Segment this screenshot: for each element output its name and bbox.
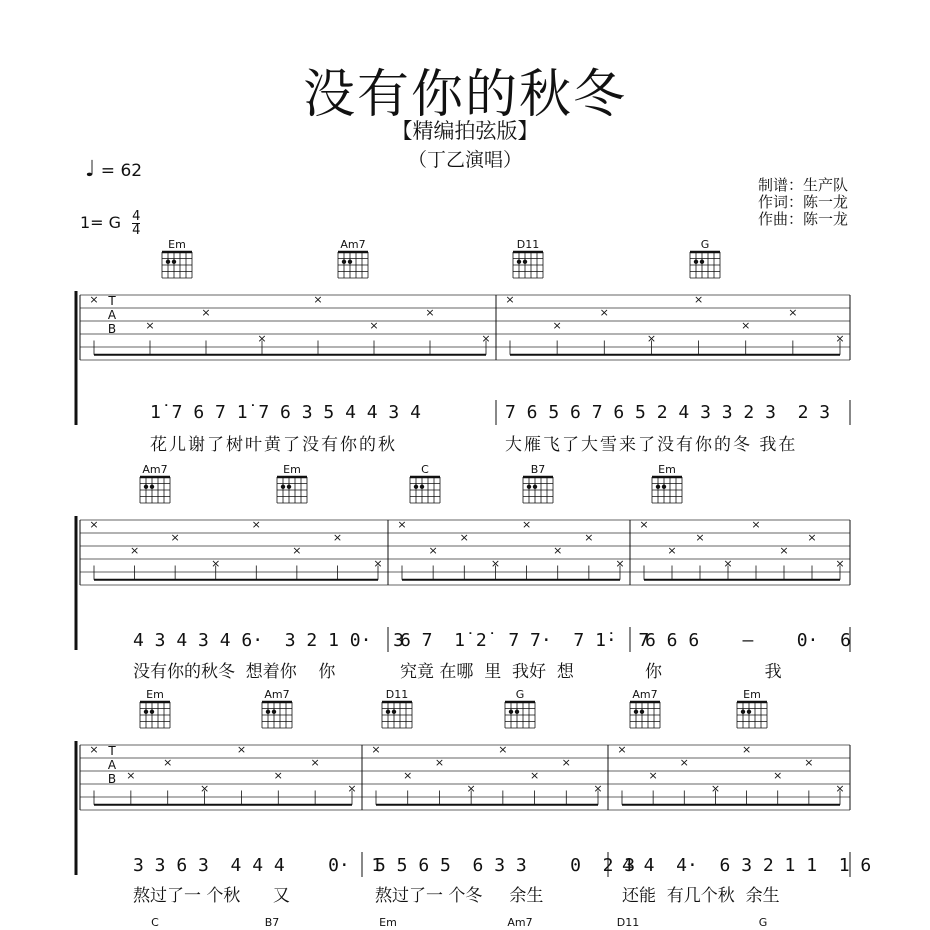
tab-x-note: × (710, 782, 721, 795)
chord-name: G (515, 688, 525, 701)
tab-x-note: × (428, 544, 438, 557)
tab-x-note: × (397, 518, 407, 531)
time-bottom: 4 (132, 223, 141, 238)
chord-name: Am7 (632, 688, 658, 701)
tab-x-note: × (646, 332, 657, 345)
chord-dot (634, 710, 638, 714)
chord-name: Em (283, 463, 301, 476)
chord-name: C (421, 463, 429, 476)
chord-dot (150, 485, 154, 489)
chord-name: D11 (385, 688, 409, 701)
chord-name: B7 (530, 463, 546, 476)
chord-dot (523, 260, 527, 264)
tab-x-note: × (310, 756, 320, 769)
tab-x-note: × (695, 531, 705, 544)
tab-x-note: × (89, 518, 99, 531)
chord-dot (348, 260, 352, 264)
jianpu-line-2c: 6 6 6 — 0· 6 (645, 630, 851, 651)
tab-x-note: × (648, 769, 658, 782)
tab-x-note: × (773, 769, 783, 782)
tab-x-note: × (779, 544, 789, 557)
song-title: 没有你的秋冬 (302, 65, 627, 125)
tab-x-note: × (371, 743, 381, 756)
lyric-line-1b: 大雁飞了大雪来了没有你的冬 我在 (505, 435, 798, 455)
tab-letter: B (107, 772, 117, 786)
tab-x-note: × (163, 756, 173, 769)
chord-name: Am7 (264, 688, 290, 701)
tab-x-note: × (170, 531, 180, 544)
chord-name-bottom: Em (379, 916, 397, 929)
chord-name: Em (168, 238, 186, 251)
tempo-value: = 62 (100, 161, 143, 181)
tab-x-note: × (807, 531, 817, 544)
chord-dot (533, 485, 537, 489)
tab-letter: T (108, 744, 116, 758)
lyric-line-1a: 花儿谢了树叶黄了没有你的秋 (150, 435, 397, 455)
tab-x-note: × (369, 319, 379, 332)
tab-x-note: × (490, 557, 501, 570)
tab-x-note: × (639, 518, 649, 531)
tab-x-note: × (498, 743, 508, 756)
key-value: 1= G (80, 213, 122, 232)
tab-x-note: × (788, 306, 798, 319)
credit-arranger: 制谱：生产队 (757, 176, 848, 194)
lyric-line-3a: 熬过了一 个秋 又 (133, 886, 290, 906)
chord-dot (287, 485, 291, 489)
chord-name: D11 (516, 238, 540, 251)
tab-x-note: × (561, 756, 571, 769)
jianpu-line-2b: 6 7 1̇ 2̇ 7 7· 7 1̇· 7 (400, 630, 650, 651)
chord-dot (414, 485, 418, 489)
tab-x-note: × (553, 544, 563, 557)
tab-x-note: × (145, 319, 155, 332)
chord-name-bottom: G (758, 916, 768, 929)
tab-x-note: × (521, 518, 532, 531)
tab-x-note: × (593, 782, 603, 795)
jianpu-line-1b: 7 6 5 6 7 6 5 2 4 3 3 2 3 2 3 (505, 402, 831, 423)
chord-name-bottom: Am7 (507, 916, 533, 929)
chord-name-bottom: D11 (616, 916, 640, 929)
lyric-line-2b: 究竟 在哪 里 我好 想 (400, 662, 574, 682)
tab-x-note: × (201, 306, 211, 319)
tab-x-note: × (599, 306, 609, 319)
chord-dot (144, 710, 148, 714)
tab-x-note: × (313, 293, 323, 306)
tab-x-note: × (741, 319, 751, 332)
chord-name: Am7 (340, 238, 366, 251)
tab-letter: A (107, 308, 117, 322)
chord-dot (694, 260, 698, 264)
tab-x-note: × (211, 557, 221, 570)
jianpu-line-1a: 1̇ 7 6 7 1̇ 7 6 3 5 4 4 3 4 (150, 402, 421, 423)
chord-name-bottom: B7 (264, 916, 280, 929)
tab-x-note: × (751, 518, 761, 531)
credit-lyricist: 作词：陈一龙 (757, 193, 848, 211)
tab-x-note: × (126, 769, 136, 782)
tab-x-note: × (584, 531, 594, 544)
chord-name: G (700, 238, 710, 251)
lyric-line-3c: 还能 有几个秋 余生 (622, 886, 780, 906)
tab-x-note: × (667, 544, 677, 557)
tab-letter: T (108, 294, 116, 308)
jianpu-line-3c: 4 4 4· 6 3 2 1 1 1 6 (622, 855, 872, 876)
chord-name: Am7 (142, 463, 168, 476)
quarter-note-icon: ♩ (85, 157, 96, 182)
tab-x-note: × (292, 544, 302, 557)
tab-x-note: × (505, 293, 515, 306)
chord-dot (266, 710, 270, 714)
singer-label: （丁乙演唱） (407, 149, 522, 171)
chord-dot (640, 710, 644, 714)
chord-dot (392, 710, 396, 714)
tab-x-note: × (257, 332, 267, 345)
tab-x-note: × (552, 319, 562, 332)
tab-x-note: × (617, 743, 627, 756)
chord-name-bottom: C (151, 916, 159, 929)
chord-dot (150, 710, 154, 714)
chord-dot (515, 710, 519, 714)
lyric-line-2a: 没有你的秋冬 想着你 你 (133, 662, 336, 682)
tab-x-note: × (835, 782, 845, 795)
chord-dot (281, 485, 285, 489)
chord-dot (527, 485, 531, 489)
jianpu-line-2a: 4 3 4 3 4 6· 3 2 1 0· 3 (133, 630, 404, 651)
tab-x-note: × (273, 769, 283, 782)
tab-x-note: × (835, 557, 845, 570)
song-subtitle: 【精编拍弦版】 (391, 119, 539, 143)
chord-dot (700, 260, 704, 264)
tab-letter: A (107, 758, 117, 772)
tab-x-note: × (199, 782, 210, 795)
jianpu-line-3a: 3 3 6 3 4 4 4 0· 1 (133, 855, 383, 876)
tab-x-note: × (236, 743, 247, 756)
chord-name: Em (146, 688, 164, 701)
time-top: 4 (132, 209, 141, 224)
tab-x-note: × (835, 332, 845, 345)
tab-x-note: × (434, 756, 445, 769)
tab-letter: B (107, 322, 117, 336)
tab-x-note: × (89, 293, 99, 306)
chord-dot (272, 710, 276, 714)
chord-dot (747, 710, 751, 714)
tab-x-note: × (347, 782, 357, 795)
chord-dot (656, 485, 660, 489)
chord-dot (144, 485, 148, 489)
chord-name: Em (743, 688, 761, 701)
tab-x-note: × (481, 332, 491, 345)
tab-x-note: × (741, 743, 752, 756)
tab-x-note: × (251, 518, 261, 531)
chord-dot (741, 710, 745, 714)
chord-dot (509, 710, 513, 714)
chord-dot (662, 485, 666, 489)
chord-dot (166, 260, 170, 264)
tab-x-note: × (129, 544, 140, 557)
tab-x-note: × (679, 756, 689, 769)
jianpu-line-3b: 5 5 6 5 6 3 3 0 2 3 (375, 855, 636, 876)
tab-x-note: × (373, 557, 383, 570)
lyric-line-2c: 你 我 (645, 662, 782, 682)
tab-x-note: × (529, 769, 540, 782)
tab-x-note: × (89, 743, 99, 756)
tab-x-note: × (693, 293, 704, 306)
tab-x-note: × (723, 557, 733, 570)
tab-x-note: × (425, 306, 435, 319)
credit-composer: 作曲：陈一龙 (757, 210, 848, 228)
tab-x-note: × (332, 531, 343, 544)
chord-name: Em (658, 463, 676, 476)
chord-dot (517, 260, 521, 264)
tab-x-note: × (615, 557, 625, 570)
chord-dot (342, 260, 346, 264)
tab-x-note: × (466, 782, 476, 795)
tab-x-note: × (804, 756, 814, 769)
tab-x-note: × (459, 531, 469, 544)
chord-dot (386, 710, 390, 714)
lyric-line-3b: 熬过了一 个冬 余生 (375, 886, 544, 906)
chord-dot (172, 260, 176, 264)
tab-x-note: × (403, 769, 413, 782)
chord-dot (420, 485, 424, 489)
